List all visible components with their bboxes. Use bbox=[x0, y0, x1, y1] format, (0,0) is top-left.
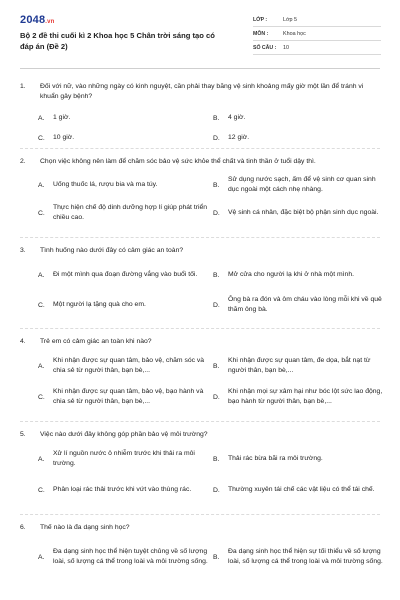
question-stem bbox=[0, 430, 400, 440]
question-list bbox=[0, 76, 400, 595]
option-c[interactable]: C. Phân loại rác thải trước khi vứt vào thùng rác. bbox=[38, 486, 192, 494]
question-number: 3. bbox=[20, 247, 26, 254]
meta-value: 10 bbox=[283, 44, 289, 51]
question-text: Trẻ em có cảm giác an toàn khi nào? bbox=[40, 338, 152, 345]
header-divider bbox=[20, 68, 380, 69]
option-a[interactable]: A. Xử lí nguồn nước ô nhiễm trước khi thải ra môi trường. bbox=[38, 449, 213, 469]
option-text: Vệ sinh cá nhân, đặc biệt bộ phận sinh dục ngoài. bbox=[228, 209, 379, 216]
option-text: Đi một mình qua đoạn đường vắng vào buổi tối. bbox=[53, 271, 198, 278]
question-number: 2. bbox=[20, 158, 26, 165]
option-a[interactable]: A. 1 giờ. bbox=[38, 114, 71, 122]
option-text: Đa dạng sinh học thể hiện sự tối thiểu về số lượng loài, số lượng cá thể trong loài và môi trường sống. bbox=[228, 548, 383, 565]
question-2 bbox=[0, 149, 400, 237]
meta-key: MÔN : bbox=[253, 30, 269, 37]
option-d[interactable]: D. 12 giờ. bbox=[213, 134, 250, 142]
page-title: Bộ 2 đề thi cuối kì 2 Khoa học 5 Chân trời sáng tạo có đáp án (Đề 2) bbox=[20, 31, 215, 51]
meta-key: LỚP : bbox=[253, 16, 268, 23]
meta-value: Khoa học bbox=[283, 30, 306, 37]
option-c[interactable]: C. 10 giờ. bbox=[38, 134, 75, 142]
logo-number: 2048 bbox=[20, 14, 46, 26]
option-text: Đa dạng sinh học thể hiện tuyệt chủng về số lượng loài, số lượng cá thể trong loài và môi trường sống. bbox=[53, 548, 208, 565]
question-number: 1. bbox=[20, 83, 26, 90]
question-stem bbox=[0, 82, 400, 102]
option-text: Ông bà ra đón và ôm cháu vào lòng mỗi khi về quê thăm ông bà. bbox=[228, 296, 382, 313]
question-3 bbox=[0, 238, 400, 328]
option-c[interactable]: C. Một người lạ tặng quà cho em. bbox=[38, 301, 146, 309]
option-text: Khi nhận được sự quan tâm, bảo vệ, bạo hành và chia sẻ từ người thân, bạn bè,... bbox=[53, 388, 204, 405]
meta-row-class bbox=[253, 13, 381, 27]
option-text: Thường xuyên tái chế các vật liệu có thể tái chế. bbox=[228, 486, 375, 493]
question-stem bbox=[0, 246, 400, 256]
option-b[interactable]: B. Khi nhận được sự quan tâm, đe dọa, bắt nạt từ người thân, bạn bè,... bbox=[213, 356, 388, 376]
question-stem bbox=[0, 523, 400, 533]
exam-meta-table bbox=[253, 13, 381, 55]
option-b[interactable]: B. Thải rác bừa bãi ra môi trường. bbox=[213, 455, 323, 463]
option-c[interactable]: C. Thực hiện chế độ dinh dưỡng hợp lí giúp phát triển chiều cao. bbox=[38, 203, 213, 223]
option-text: Khi nhận được sự quan tâm, bảo vệ, chăm sóc và chia sẻ từ người thân, bạn bè,... bbox=[53, 357, 205, 374]
question-text: Việc nào dưới đây không góp phần bảo vệ môi trường? bbox=[40, 431, 208, 438]
option-d[interactable]: D. Khi nhận mọi sự xâm hại như bóc lột sức lao động, bạo hành từ người thân, bạn bè,... bbox=[213, 387, 388, 407]
option-c[interactable]: C. Khi nhận được sự quan tâm, bảo vệ, bạo hành và chia sẻ từ người thân, bạn bè,... bbox=[38, 387, 213, 407]
option-d[interactable]: D. Ông bà ra đón và ôm cháu vào lòng mỗi khi về quê thăm ông bà. bbox=[213, 295, 388, 315]
option-b[interactable]: B. Đa dạng sinh học thể hiện sự tối thiểu về số lượng loài, số lượng cá thể trong loài và môi trường sống. bbox=[213, 547, 388, 567]
question-number: 6. bbox=[20, 524, 26, 531]
question-stem bbox=[0, 337, 400, 347]
meta-row-count bbox=[253, 41, 381, 55]
option-text: Thực hiện chế độ dinh dưỡng hợp lí giúp phát triển chiều cao. bbox=[53, 204, 208, 221]
option-text: Uống thuốc lá, rượu bia và ma túy. bbox=[53, 181, 158, 188]
question-6 bbox=[0, 515, 400, 595]
option-b[interactable]: B. 4 giờ. bbox=[213, 114, 246, 122]
option-d[interactable]: D. Thường xuyên tái chế các vật liệu có thể tái chế. bbox=[213, 486, 375, 494]
page-header bbox=[0, 0, 400, 60]
question-text: Đối với nữ, vào những ngày có kinh nguyệt, cần phải thay băng vệ sinh khoảng mấy giờ một lần để tránh vi khuẩn gây bệnh? bbox=[40, 83, 364, 100]
meta-value: Lớp 5 bbox=[283, 16, 298, 23]
option-text: Khi nhận mọi sự xâm hại như bóc lột sức lao động, bạo hành từ người thân, bạn bè,... bbox=[228, 388, 383, 405]
option-text: 4 giờ. bbox=[228, 114, 246, 121]
option-text: Thải rác bừa bãi ra môi trường. bbox=[228, 455, 323, 462]
option-a[interactable]: A. Đi một mình qua đoạn đường vắng vào buổi tối. bbox=[38, 271, 198, 279]
option-text: 12 giờ. bbox=[228, 134, 250, 141]
option-text: Xử lí nguồn nước ô nhiễm trước khi thải ra môi trường. bbox=[53, 450, 195, 467]
option-text: Sử dụng nước sạch, ấm để vệ sinh cơ quan sinh dục ngoài một cách nhẹ nhàng. bbox=[228, 176, 376, 193]
option-text: Khi nhận được sự quan tâm, đe dọa, bắt nạt từ người thân, bạn bè,... bbox=[228, 357, 371, 374]
question-number: 5. bbox=[20, 431, 26, 438]
question-4 bbox=[0, 329, 400, 421]
option-a[interactable]: A. Uống thuốc lá, rượu bia và ma túy. bbox=[38, 181, 158, 189]
question-text: Chọn việc không nên làm để chăm sóc bảo vệ sức khỏe thể chất và tinh thần ở tuổi dậy thì. bbox=[40, 158, 316, 165]
question-text: Tình huống nào dưới đây có cảm giác an toàn? bbox=[40, 247, 184, 254]
option-text: Phân loại rác thải trước khi vứt vào thùng rác. bbox=[53, 486, 192, 493]
question-1 bbox=[0, 76, 400, 142]
option-b[interactable]: B. Sử dụng nước sạch, ấm để vệ sinh cơ quan sinh dục ngoài một cách nhẹ nhàng. bbox=[213, 175, 388, 195]
option-d[interactable]: D. Vệ sinh cá nhân, đặc biệt bộ phận sinh dục ngoài. bbox=[213, 209, 379, 217]
option-text: 1 giờ. bbox=[53, 114, 71, 121]
option-text: 10 giờ. bbox=[53, 134, 75, 141]
option-text: Một người lạ tặng quà cho em. bbox=[53, 301, 146, 308]
question-5 bbox=[0, 422, 400, 514]
option-text: Mở cửa cho người lạ khi ở nhà một mình. bbox=[228, 271, 354, 278]
question-text: Thế nào là đa dạng sinh học? bbox=[40, 524, 130, 531]
meta-row-subject bbox=[253, 27, 381, 41]
meta-key: SỐ CÂU : bbox=[253, 44, 277, 51]
option-a[interactable]: A. Đa dạng sinh học thể hiện tuyệt chủng về số lượng loài, số lượng cá thể trong loài và môi trường sống. bbox=[38, 547, 213, 567]
option-b[interactable]: B. Mở cửa cho người lạ khi ở nhà một mình. bbox=[213, 271, 354, 279]
logo-suffix: .vn bbox=[45, 19, 55, 25]
question-stem bbox=[0, 157, 400, 167]
question-number: 4. bbox=[20, 338, 26, 345]
site-logo[interactable] bbox=[20, 14, 55, 26]
option-a[interactable]: A. Khi nhận được sự quan tâm, bảo vệ, chăm sóc và chia sẻ từ người thân, bạn bè,... bbox=[38, 356, 213, 376]
